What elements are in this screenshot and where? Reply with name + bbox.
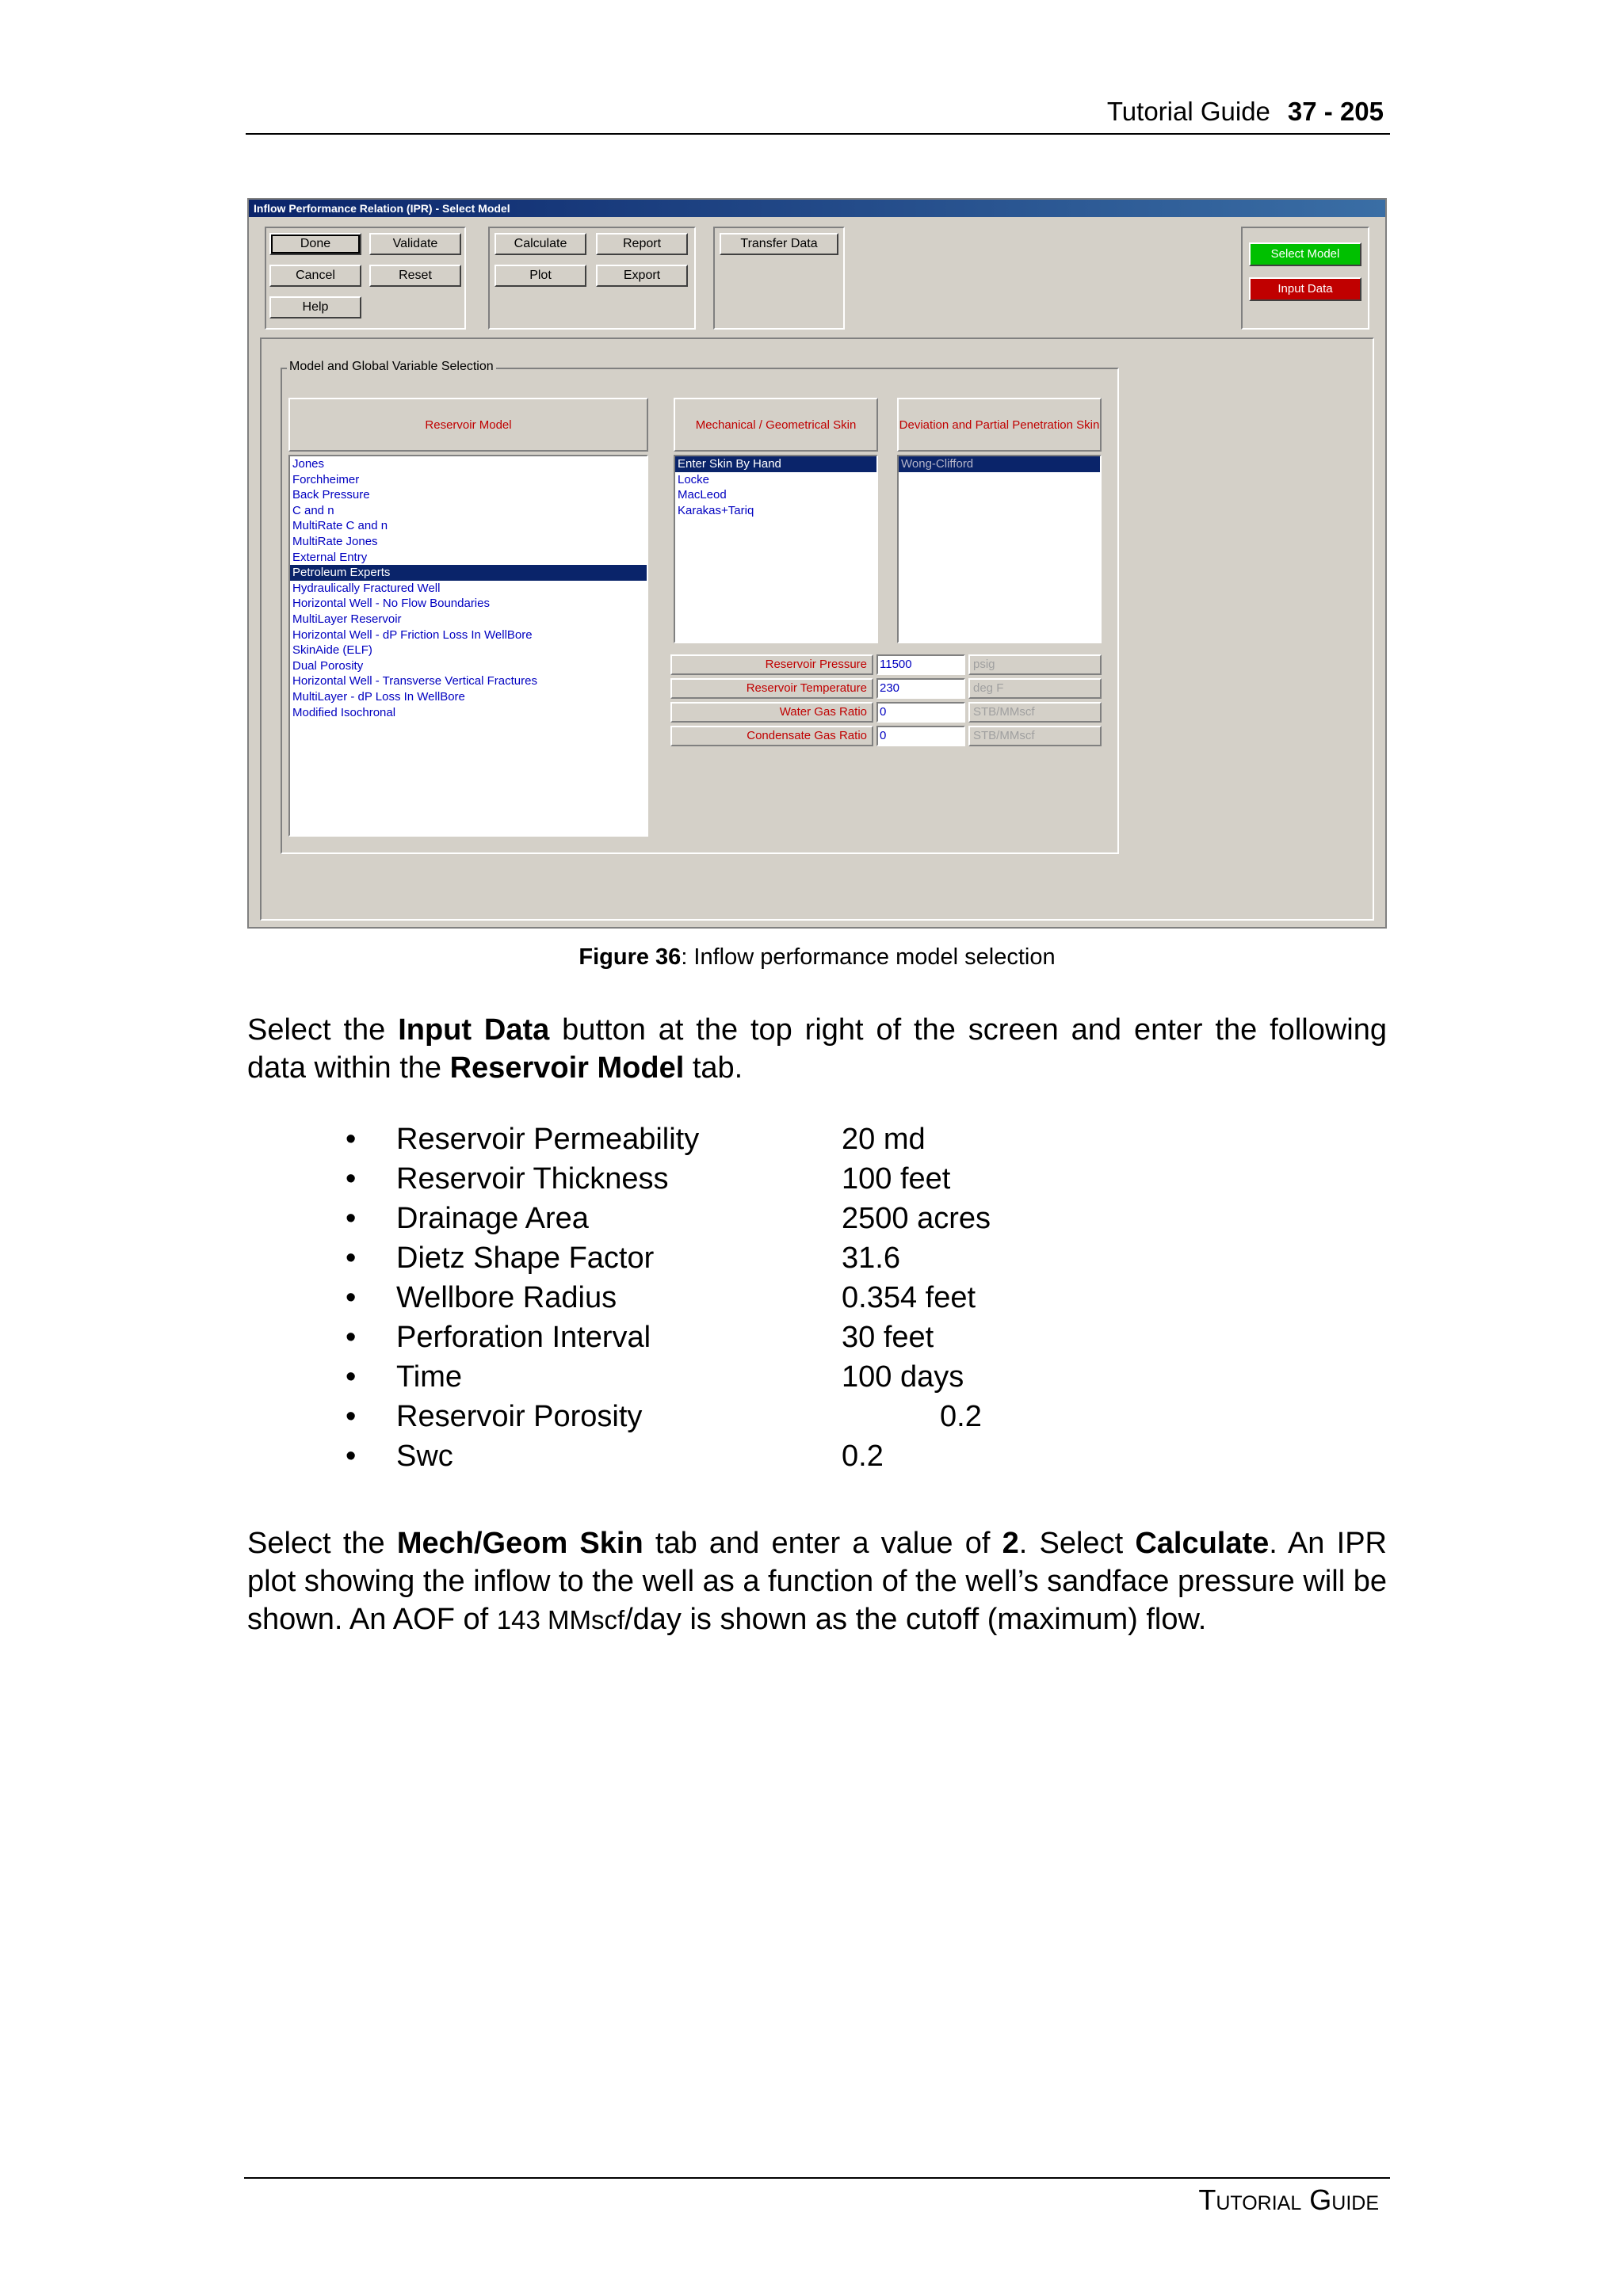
- bullet-name: Reservoir Porosity: [396, 1400, 643, 1433]
- cancel-button[interactable]: Cancel: [269, 265, 361, 287]
- footer-text: Tutorial Guide: [1198, 2183, 1379, 2216]
- input-data-ref: Input Data: [398, 1013, 550, 1047]
- deviation-skin-header[interactable]: Deviation and Partial Penetration Skin: [897, 398, 1102, 452]
- param-unit: deg F: [968, 678, 1102, 699]
- bullet-value: 0.354 feet: [842, 1281, 976, 1314]
- reservoir-model-list-item[interactable]: Back Pressure: [292, 488, 370, 502]
- instruction-paragraph-2: Select the Mech/Geom Skin tab and enter a value of 2. Select Calculate. An IPR plot showing the inflow to the well as a function of the well’s sandface pressure will be shown. An AOF of 143 MMscf/day is shown as the cutoff (maximum) flow.: [247, 1527, 1387, 1636]
- done-button[interactable]: Done: [269, 233, 361, 255]
- water-gas-ratio-input[interactable]: 0: [876, 702, 965, 723]
- header-title: Tutorial Guide: [1106, 97, 1270, 126]
- bullet-dot: •: [346, 1123, 357, 1156]
- param-label: Condensate Gas Ratio: [670, 726, 873, 746]
- help-button[interactable]: Help: [269, 296, 361, 318]
- mech-geom-skin-ref: Mech/Geom Skin: [396, 1527, 643, 1560]
- condensate-gas-ratio-input[interactable]: 0: [876, 726, 965, 746]
- param-row-water-gas-ratio: [670, 702, 1102, 723]
- window-title: Inflow Performance Relation (IPR) - Select Model: [249, 200, 1385, 217]
- param-row-reservoir-pressure: [670, 654, 1102, 675]
- param-unit: STB/MMscf: [968, 702, 1102, 723]
- figure-label: Figure 36: [579, 944, 682, 970]
- reservoir-pressure-input[interactable]: 11500: [876, 654, 965, 675]
- bullet-value: 0.2: [842, 1440, 884, 1473]
- reservoir-model-list-item[interactable]: Petroleum Experts: [290, 565, 647, 581]
- ipr-select-model-window: [247, 198, 1387, 929]
- bullet-value: 2500 acres: [842, 1202, 991, 1235]
- reservoir-model-list-item[interactable]: Horizontal Well - dP Friction Loss In WellBore: [292, 627, 533, 642]
- reservoir-model-header[interactable]: Reservoir Model: [288, 398, 648, 452]
- reservoir-model-list-item[interactable]: Horizontal Well - No Flow Boundaries: [292, 597, 490, 611]
- bullet-name: Dietz Shape Factor: [396, 1241, 655, 1275]
- calculate-button[interactable]: Calculate: [495, 233, 586, 255]
- reservoir-model-list-item[interactable]: Forchheimer: [292, 472, 360, 486]
- reservoir-model-list-item[interactable]: MultiLayer - dP Loss In WellBore: [292, 689, 465, 704]
- input-data-button[interactable]: Input Data: [1249, 277, 1361, 301]
- reservoir-model-list-item[interactable]: MultiLayer Reservoir: [292, 612, 402, 626]
- reservoir-model-list-item[interactable]: SkinAide (ELF): [292, 643, 372, 658]
- bullet-value: 31.6: [842, 1241, 900, 1275]
- figure-caption: [247, 944, 1387, 971]
- param-label: Water Gas Ratio: [670, 702, 873, 723]
- reset-button[interactable]: Reset: [369, 265, 461, 287]
- mech-skin-list-item[interactable]: MacLeod: [678, 488, 727, 502]
- bullet-dot: •: [346, 1321, 357, 1354]
- param-row-reservoir-temperature: [670, 678, 1102, 699]
- bullet-name: Wellbore Radius: [396, 1281, 617, 1314]
- figure-text: : Inflow performance model selection: [681, 944, 1056, 970]
- bullet-dot: •: [346, 1202, 357, 1235]
- reservoir-model-list-item[interactable]: External Entry: [292, 550, 368, 564]
- reservoir-model-list-item[interactable]: Modified Isochronal: [292, 705, 396, 719]
- mech-skin-list-item[interactable]: Locke: [678, 472, 710, 486]
- frame-label: Model and Global Variable Selection: [287, 360, 496, 374]
- reservoir-model-list[interactable]: [288, 455, 648, 837]
- footer-rule: [244, 2177, 1390, 2179]
- bullet-dot: •: [346, 1241, 357, 1275]
- export-button[interactable]: Export: [596, 265, 688, 287]
- bullet-dot: •: [346, 1440, 357, 1473]
- reservoir-model-list-item[interactable]: MultiRate Jones: [292, 534, 378, 548]
- param-unit: STB/MMscf: [968, 726, 1102, 746]
- bullet-value: 20 md: [842, 1123, 926, 1156]
- select-model-button[interactable]: Select Model: [1249, 242, 1361, 266]
- mech-skin-list-item[interactable]: Enter Skin By Hand: [675, 456, 876, 472]
- calculate-ref: Calculate: [1135, 1527, 1270, 1560]
- bullet-value: 0.2: [940, 1400, 982, 1433]
- reservoir-model-list-item[interactable]: Hydraulically Fractured Well: [292, 581, 441, 595]
- page-header: [246, 93, 1390, 135]
- bullet-dot: •: [346, 1162, 357, 1196]
- validate-button[interactable]: Validate: [369, 233, 461, 255]
- param-label: Reservoir Pressure: [670, 654, 873, 675]
- bullet-name: Reservoir Permeability: [396, 1123, 700, 1156]
- reservoir-model-list-item[interactable]: Jones: [292, 457, 325, 471]
- bullet-value: 100 days: [842, 1360, 964, 1394]
- bullet-name: Drainage Area: [396, 1202, 589, 1235]
- reservoir-model-list-item[interactable]: C and n: [292, 503, 334, 517]
- transfer-data-button[interactable]: Transfer Data: [720, 233, 838, 255]
- bullet-name: Time: [396, 1360, 463, 1394]
- skin-value-ref: 2: [1002, 1527, 1019, 1560]
- bullet-value: 30 feet: [842, 1321, 934, 1354]
- deviation-skin-list[interactable]: [897, 455, 1102, 643]
- deviation-skin-list-item[interactable]: Wong-Clifford: [899, 456, 1100, 472]
- reservoir-model-list-item[interactable]: Horizontal Well - Transverse Vertical Fractures: [292, 674, 537, 688]
- bullet-dot: •: [346, 1360, 357, 1394]
- report-button[interactable]: Report: [596, 233, 688, 255]
- mech-skin-list-item[interactable]: Karakas+Tariq: [678, 503, 754, 517]
- aof-value: 143 MMscf: [496, 1605, 625, 1634]
- param-unit: psig: [968, 654, 1102, 675]
- mech-skin-list[interactable]: [674, 455, 878, 643]
- bullet-name: Reservoir Thickness: [396, 1162, 669, 1196]
- instruction-paragraph-1: Select the Input Data button at the top right of the screen and enter the following data within the Reservoir Model tab.: [247, 1013, 1387, 1085]
- bullet-name: Perforation Interval: [396, 1321, 651, 1354]
- bullet-value: 100 feet: [842, 1162, 951, 1196]
- param-label: Reservoir Temperature: [670, 678, 873, 699]
- mech-skin-header[interactable]: Mechanical / Geometrical Skin: [674, 398, 878, 452]
- reservoir-model-list-item[interactable]: Dual Porosity: [292, 658, 364, 673]
- header-page-number: 37 - 205: [1287, 97, 1384, 126]
- param-row-condensate-gas-ratio: [670, 726, 1102, 746]
- bullet-name: Swc: [396, 1440, 453, 1473]
- reservoir-temperature-input[interactable]: 230: [876, 678, 965, 699]
- bullet-dot: •: [346, 1400, 357, 1433]
- reservoir-model-list-item[interactable]: MultiRate C and n: [292, 519, 388, 533]
- bullet-dot: •: [346, 1281, 357, 1314]
- plot-button[interactable]: Plot: [495, 265, 586, 287]
- reservoir-model-ref: Reservoir Model: [449, 1051, 685, 1085]
